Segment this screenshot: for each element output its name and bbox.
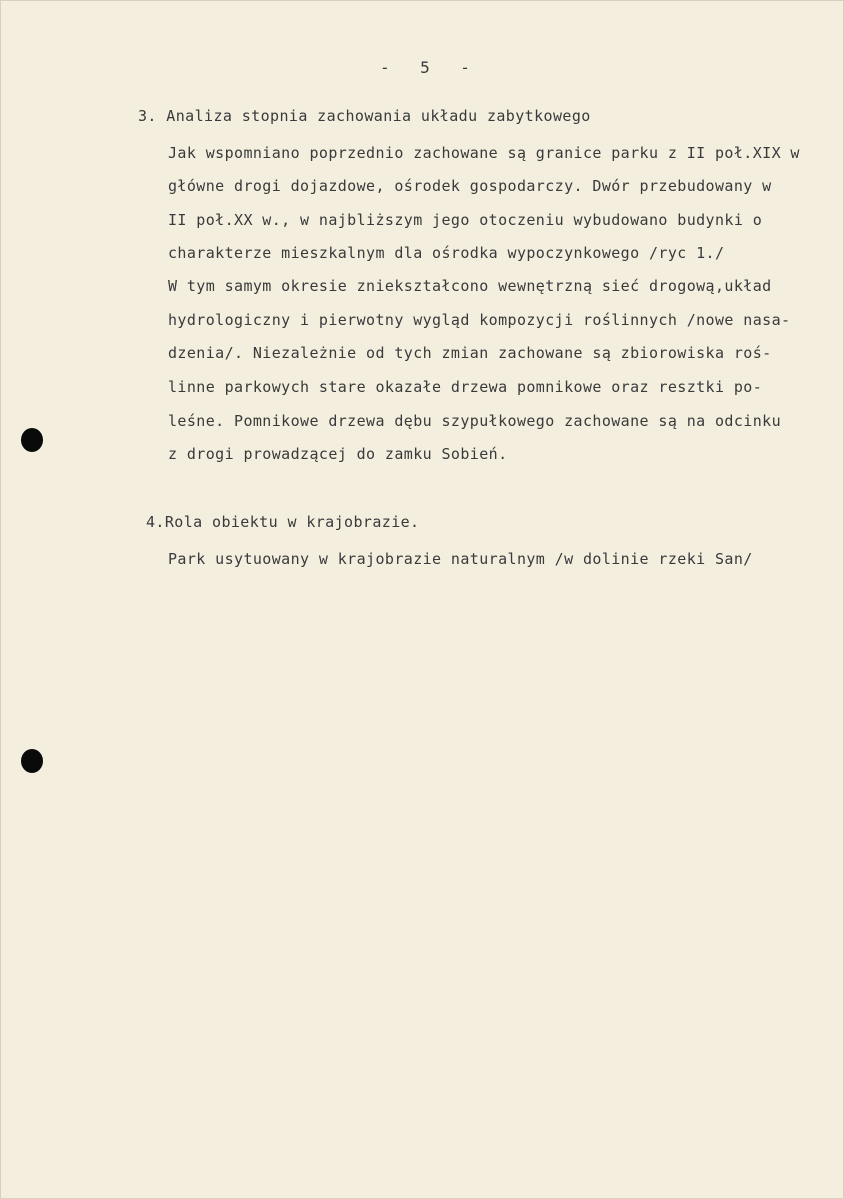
section-3-heading: 3. Analiza stopnia zachowania układu zabytkowego (138, 107, 591, 125)
section-3-line: charakterze mieszkalnym dla ośrodka wypoczynkowego /ryc 1./ (168, 244, 725, 262)
section-3-line: Jak wspomniano poprzednio zachowane są granice parku z II poł.XIX w (168, 144, 800, 162)
section-3-line: główne drogi dojazdowe, ośrodek gospodarczy. Dwór przebudowany w (168, 177, 772, 195)
section-3-line: hydrologiczny i pierwotny wygląd kompozycji roślinnych /nowe nasa- (168, 311, 791, 329)
punch-hole-top (21, 428, 43, 452)
section-4-heading: 4.Rola obiektu w krajobrazie. (146, 513, 420, 531)
punch-hole-bottom (21, 749, 43, 773)
section-3-line: II poł.XX w., w najbliższym jego otoczeniu wybudowano budynki o (168, 211, 763, 229)
section-4-line: Park usytuowany w krajobrazie naturalnym /w dolinie rzeki San/ (168, 550, 753, 568)
section-3-line: dzenia/. Niezależnie od tych zmian zachowane są zbiorowiska roś- (168, 344, 772, 362)
section-3-line: leśne. Pomnikowe drzewa dębu szypułkowego zachowane są na odcinku (168, 412, 781, 430)
section-3-line: linne parkowych stare okazałe drzewa pomnikowe oraz resztki po- (168, 378, 763, 396)
section-3-line: z drogi prowadzącej do zamku Sobień. (168, 445, 508, 463)
section-3-line: W tym samym okresie zniekształcono wewnętrzną sieć drogową,układ (168, 277, 772, 295)
page-number: - 5 - (380, 58, 471, 77)
